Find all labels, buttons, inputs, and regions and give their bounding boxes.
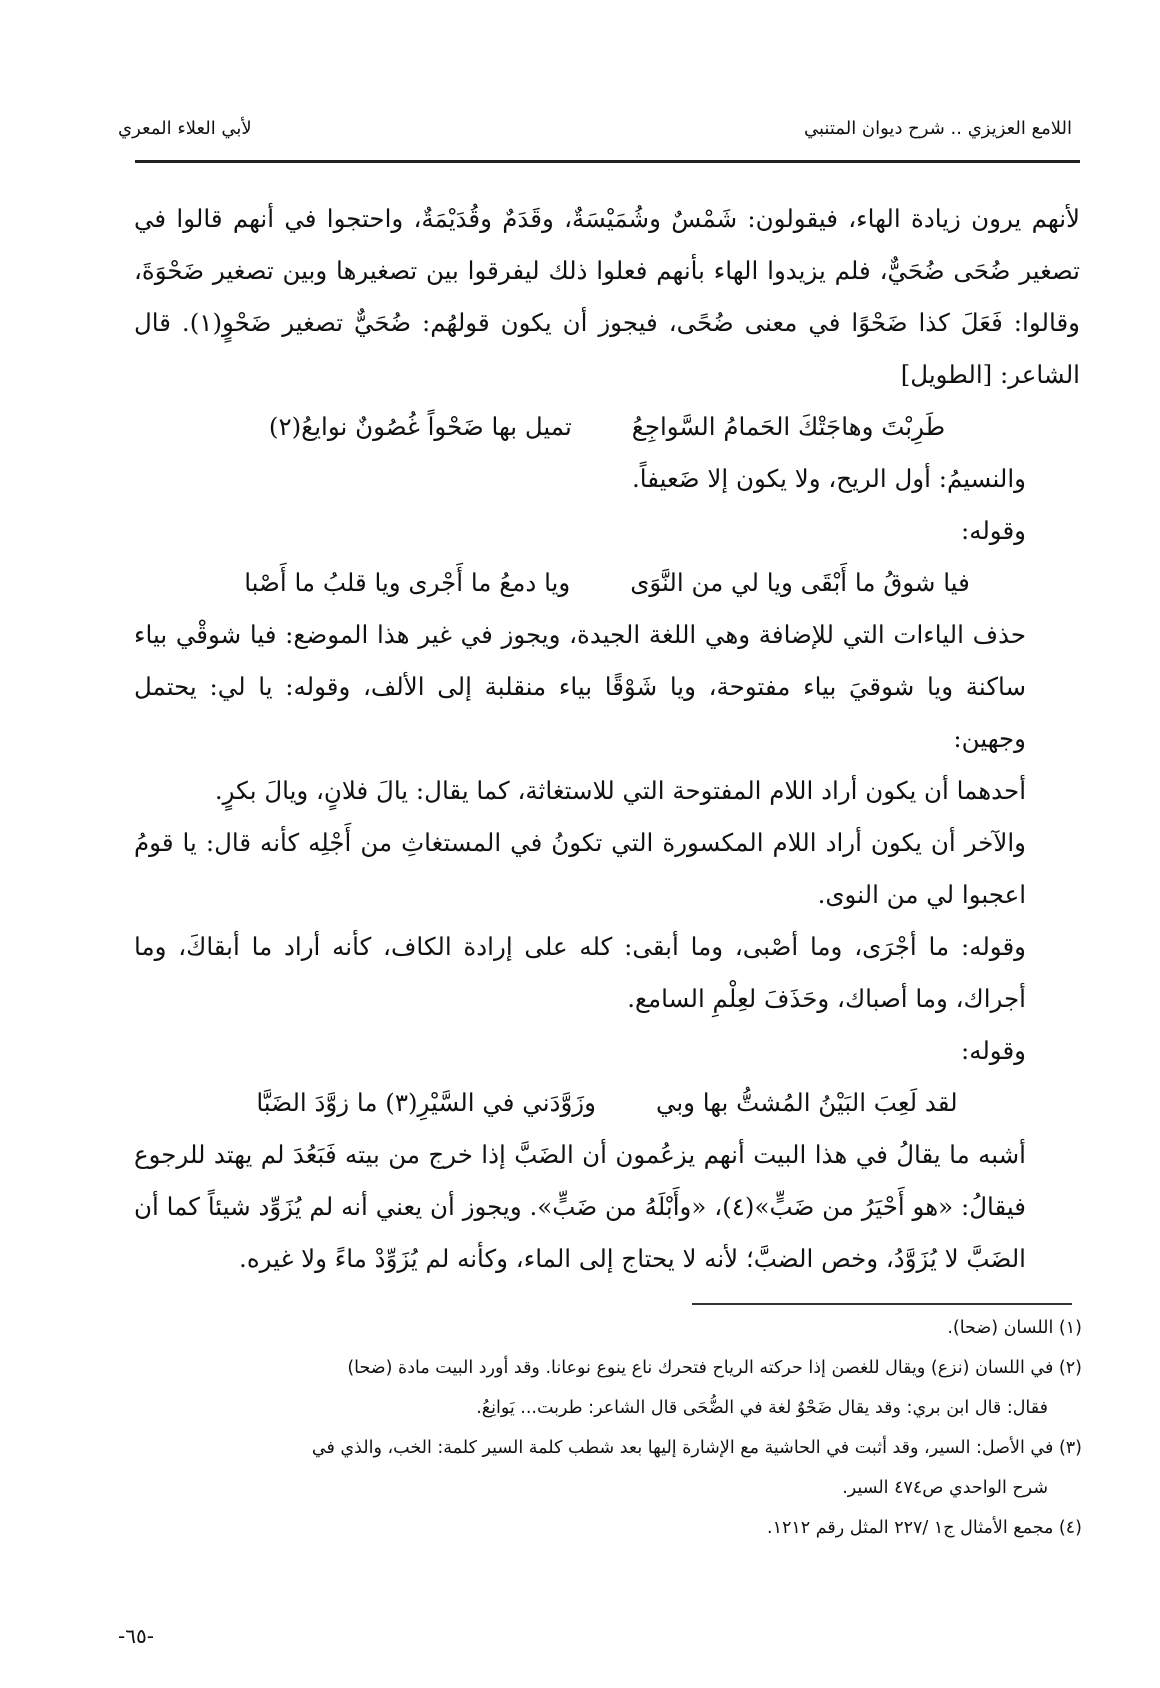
header-rule [135, 160, 1080, 163]
paragraph: أحدهما أن يكون أراد اللام المفتوحة التي للاستغاثة، كما يقال: يالَ فلانٍ، ويالَ بكرٍ. [214, 776, 1026, 805]
footnote-2-continued: فقال: قال ابن بري: وقد يقال ضَحْوٌ لغة في الضُّحَى قال الشاعر: طربت... يَوانِعُ. [476, 1398, 1048, 1418]
verse-second-hemistich: وزَوَّدَني في السَّيْرِ(٣) ما زوَّدَ الضَبَّا [256, 1088, 596, 1117]
paragraph: والآخر أن يكون أراد اللام المكسورة التي تكونُ في المستغاثِ من أَجْلِه كأنه قال: يا قومُ اعجبوا لي من النوى. [134, 828, 1026, 909]
verse-line [134, 557, 1080, 609]
footnote-rule [692, 1303, 1072, 1305]
paragraph: وقوله: ما أجْرَى، وما أصْبى، وما أبقى: كله على إرادة الكاف، كأنه أراد ما أبقاكَ، وما أجراك، وما أصباك، وحَذَفَ لعِلْمِ السامع. [134, 932, 1026, 1013]
paragraph: وقوله: [960, 1036, 1026, 1065]
verse-second-hemistich: ويا دمعُ ما أَجْرى ويا قلبُ ما أَصْبا [244, 568, 571, 597]
paragraph: أشبه ما يقالُ في هذا البيت أنهم يزعُمون أن الضَبَّ إذا خرج من بيته فَبَعُدَ لم يهتد للرجوع فيقالُ: «هو أَحْيَرُ من ضَبٍّ»(٤)، «وأَبْلَهُ من ضَبٍّ». ويجوز أن يعني أنه لم يُزَوِّد شيئاً كما أن الضَبَّ لا يُزَوَّدُ، وخص الضبَّ؛ لأنه لا يحتاج إلى الماء، وكأنه لم يُزَوِّدْ ماءً ولا غيره. [134, 1140, 1027, 1273]
main-text [134, 193, 1080, 1285]
running-header-author: لأبي العلاء المعري [118, 118, 252, 139]
verse-first-hemistich: فيا شوقُ ما أَبْقَى ويا لي من النَّوَى [630, 568, 970, 597]
paragraph: حذف الياءات التي للإضافة وهي اللغة الجيدة، ويجوز في غير هذا الموضع: فيا شوقْي بياء ساكنة ويا شوقيَ بياء مفتوحة، ويا شَوْقًا بياء منقلبة إلى الألف، وقوله: يا لي: يحتمل وجهين: [134, 620, 1026, 753]
verse-second-hemistich: تميل بها ضَحْواً غُصُونٌ نوايعُ(٢) [268, 412, 572, 441]
footnote-2: (٢) في اللسان (نزع) ويقال للغصن إذا حركته الرياح فتحرك ناع ينوع نوعانا. وقد أورد البيت مادة (ضحا) [347, 1358, 1082, 1378]
verse-line [134, 1077, 1080, 1129]
footnote-1: (١) اللسان (ضحا). [947, 1318, 1082, 1338]
running-header-title: اللامع العزيزي .. شرح ديوان المتنبي [804, 118, 1072, 139]
verse-first-hemistich: طَرِبْتَ وهاجَتْكَ الحَمامُ السَّواجِعُ [631, 412, 946, 441]
footnote-3-continued: شرح الواحدي ص٤٧٤ السير. [842, 1478, 1048, 1498]
paragraph: وقوله: [960, 516, 1026, 545]
paragraph: لأنهم يرون زيادة الهاء، فيقولون: شَمْسٌ وشُمَيْسَةٌ، وقَدَمٌ وقُدَيْمَةٌ، واحتجوا في أنهم قالوا في تصغير ضُحَى ضُحَيٌّ، فلم يزيدوا الهاء بأنهم فعلوا ذلك ليفرقوا بين تصغيرها وبين تصغير ضَحْوَةَ، وقالوا: فَعَلَ كذا ضَحْوًا في معنى ضُحًى، فيجوز أن يكون قولهُم: ضُحَيٌّ تصغير ضَحْوٍ(١). قال الشاعر: [الطويل] [134, 204, 1080, 389]
footnote-4: (٤) مجمع الأمثال ج١ /٢٢٧ المثل رقم ١٢١٢. [767, 1518, 1082, 1538]
footnote-3: (٣) في الأصل: السير، وقد أثبت في الحاشية مع الإشارة إليها بعد شطب كلمة السير كلمة: الخب، والذي في [311, 1438, 1082, 1458]
verse-first-hemistich: لقد لَعِبَ البَيْنُ المُشتُّ بها وبي [655, 1088, 958, 1117]
verse-line [134, 401, 1080, 453]
footnotes [120, 1308, 1082, 1548]
paragraph: والنسيمُ: أول الريح، ولا يكون إلا ضَعيفاً. [631, 464, 1026, 493]
page-number: -٦٥- [118, 1624, 154, 1648]
